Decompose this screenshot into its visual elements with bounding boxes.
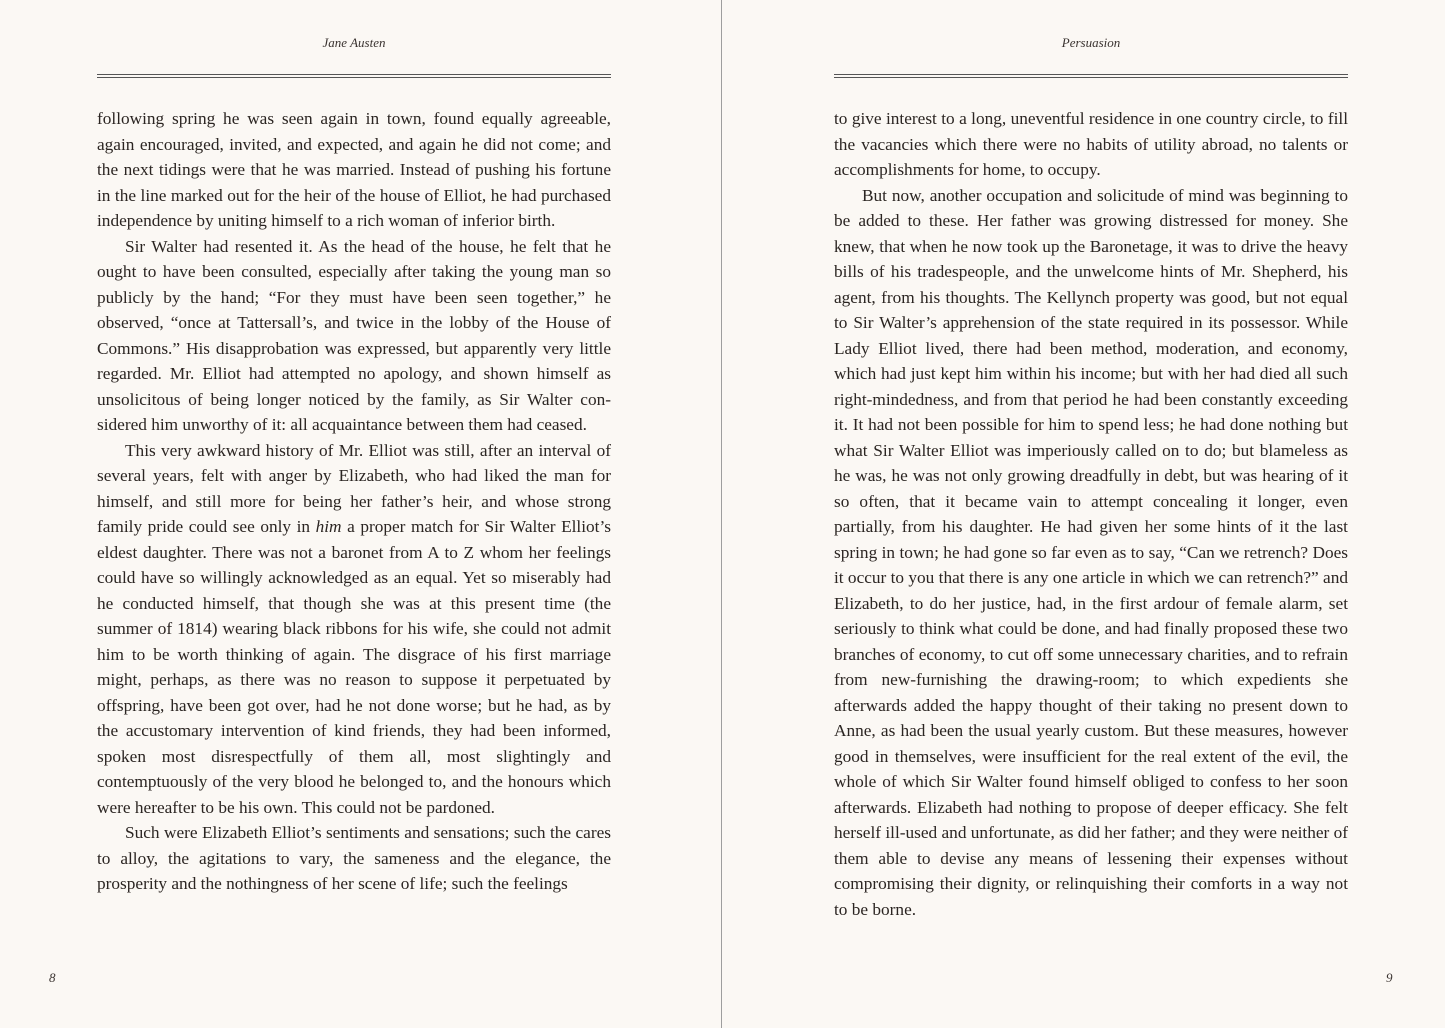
left-page-body	[97, 106, 611, 897]
paragraph: But now, another occupation and solicitude of mind was beginning to be added to these. Her father was growing distressed for money. She knew, that when he now took up the Baronetage, it was to drive the heavy bills of his tradespeople, and the unwelcome hints of Mr. Shepherd, his agent, from his thoughts. The Kellynch property was good, but not equal to Sir Walter’s apprehension of the state required in its possessor. While Lady Elliot lived, there had been method, moderation, and economy, which had just kept him within his income; but with her had died all such right-mindedness, and from that period he had been constantly exceeding it. It had not been possible for him to spend less; he had done nothing but what Sir Walter Elliot was imperiously called on to do; but blameless as he was, he was not only growing dreadfully in debt, but was hearing of it so often, that it became vain to attempt concealing it longer, even partially, from his daughter. He had given her some hints of it the last spring in town; he had gone so far even as to say, “Can we retrench? Does it occur to you that there is any one article in which we can retrench?” and Elizabeth, to do her justice, had, in the first ardour of female alarm, set seriously to think what could be done, and had finally proposed these two branches of economy, to cut off some unnecessary charities, and to refrain from new-furnishing the drawing-room; to which expedients she afterwards added the happy thought of their taking no present down to Anne, as had been the usual yearly custom. But these measures, however good in themselves, were insufficient for the real extent of the evil, the whole of which Sir Walter found himself obliged to confess to her soon afterwards. Elizabeth had nothing to propose of deeper efficacy. She felt herself ill-used and unfortunate, as did her father; and they were neither of them able to devise any means of lessening their expenses without compromising their dignity, or relinquishing their comforts in a way not to be borne.	[834, 185, 1348, 919]
paragraph: Sir Walter had resented it. As the head of the house, he felt that he ought to have been consulted, especially after taking the young man so publicly by the hand; “For they must have been seen together,” he observed, “once at Tattersall’s, and twice in the lobby of the House of Commons.” His disapprobation was expressed, but apparently very little regarded. Mr. Elliot had attempted no apology, and shown himself as unsolicitous of being longer noticed by the family, as Sir Walter considered him unworthy of it: all acquaintance between them had ceased.	[97, 236, 611, 434]
paragraph-text: This very awkward history of Mr. Elliot was still, after an interval of several years, felt with anger by Elizabeth, who had liked the man for himself, and still more for being her father’s heir, and whose strong family pride could see only in	[97, 440, 611, 536]
right-page	[834, 0, 1348, 1028]
paragraph: to give interest to a long, uneventful residence in one country circle, to fill the vacancies which there were no habits of utility abroad, no talents or accomplishments for home, to occupy.	[834, 109, 1348, 179]
paragraph-text: a proper match for Sir Walter Elliot’s eldest daughter. There was not a baronet from A to Z whom her feelings could have so willingly acknowledged as an equal. Yet so miserably had he conducted himself, that though she was at this present time (the summer of 1814) wearing black ribbons for his wife, she could not admit him to be worth thinking of again. The disgrace of his first marriage might, perhaps, as there was no reason to suppose it perpetuated by offspring, have been got over, had he not done worse; but he had, as by the accustomary intervention of kind friends, they had been informed, spoken most disrespectfully of them all, most slightingly and contemptuously of the very blood he belonged to, and the honours which were hereafter to be his own. This could not be pardoned.	[97, 517, 612, 817]
paragraph	[97, 438, 611, 821]
running-head-title: Persuasion	[1061, 35, 1121, 50]
header-rule	[97, 74, 611, 78]
running-head-author: Jane Austen	[322, 35, 386, 50]
paragraph: Such were Elizabeth Elliot’s sentiments and sensations; such the cares to alloy, the agitations to vary, the sameness and the elegance, the prosperity and the nothingness of her scene of life; such the feelings	[97, 823, 611, 893]
header-rule	[834, 74, 1348, 78]
page-gutter	[721, 0, 722, 1028]
left-page	[97, 0, 611, 1028]
right-page-body	[834, 106, 1348, 922]
page-number-left: 8	[49, 970, 56, 985]
paragraph: following spring he was seen again in town, found equally agreeable, again encouraged, invited, and expected, and again he did not come; and the next tidings were that he was married. Instead of pushing his fortune in the line marked out for the heir of the house of Elliot, he had purchased independence by uniting himself to a rich woman of inferior birth.	[97, 109, 611, 230]
emphasis-text: him	[315, 517, 342, 536]
page-number-right: 9	[1386, 970, 1393, 985]
